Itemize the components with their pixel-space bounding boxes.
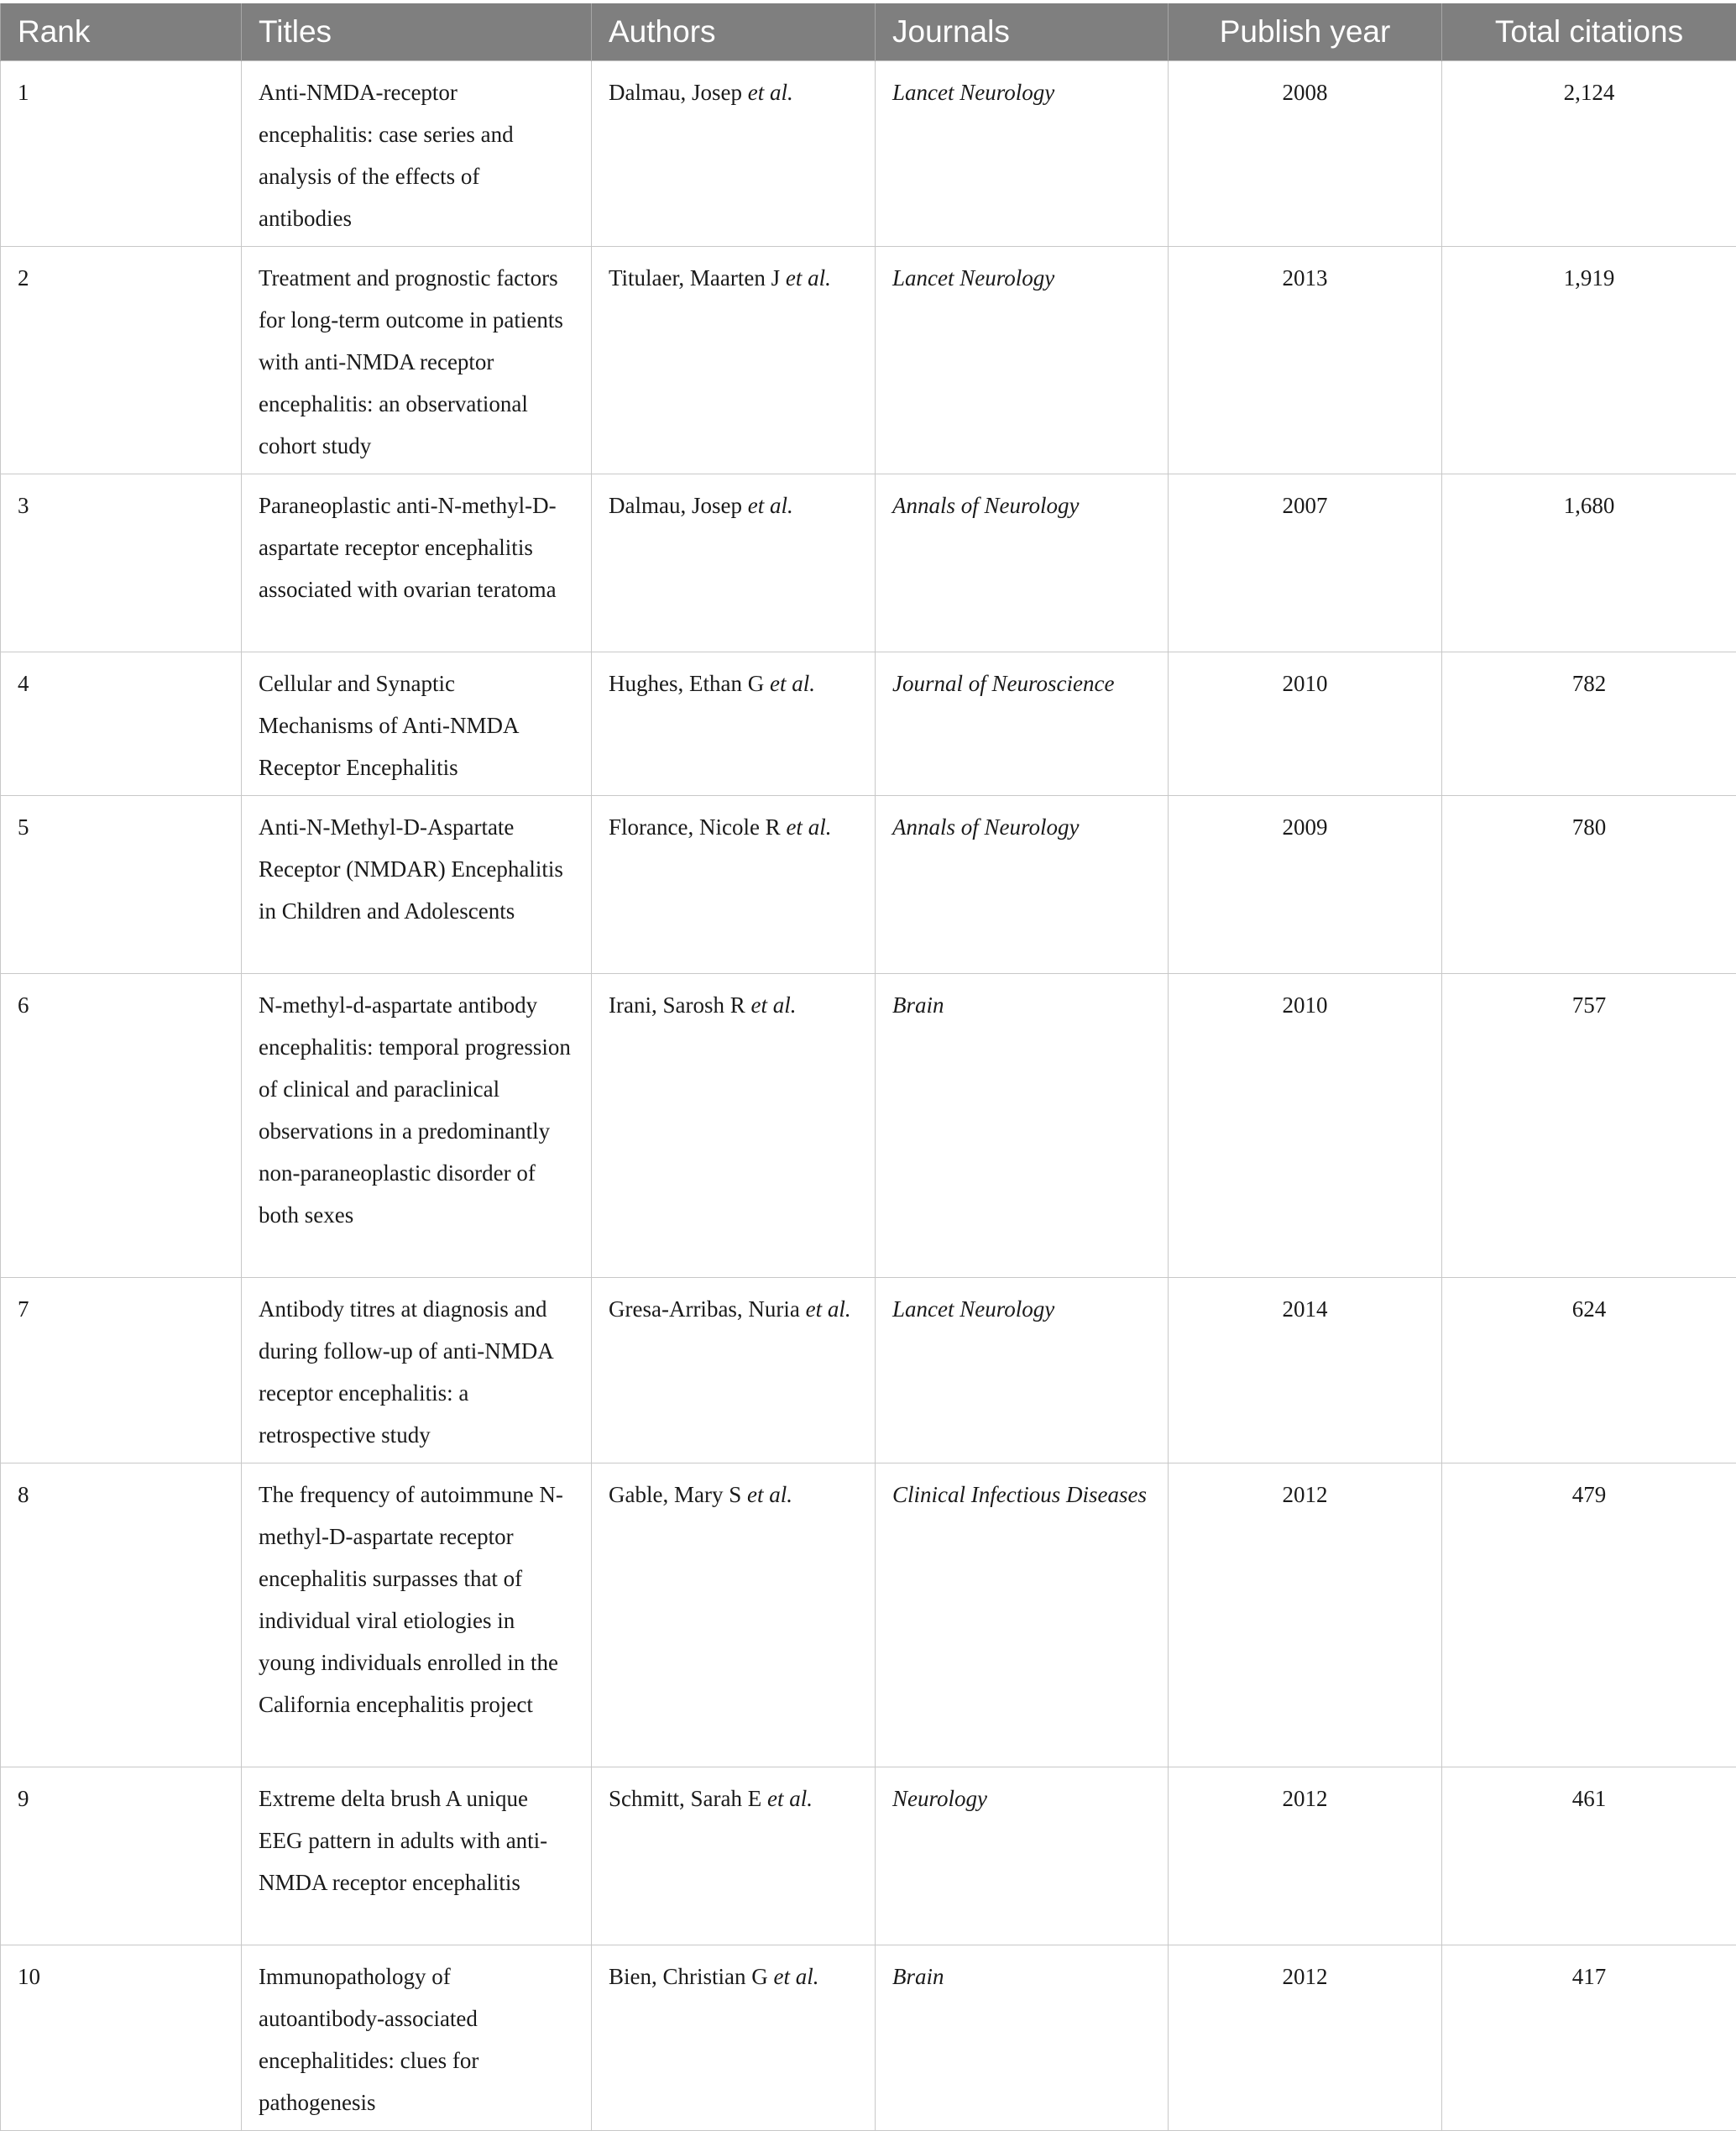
- rank-cell: 8: [1, 1463, 242, 1767]
- citations-cell: 461: [1442, 1767, 1736, 1945]
- author-name: Hughes, Ethan G: [609, 671, 770, 696]
- journal-cell: Annals of Neurology: [876, 474, 1169, 652]
- author-name: Bien, Christian G: [609, 1964, 774, 1989]
- table-row: [1, 1767, 1736, 1945]
- journal-cell: Neurology: [876, 1767, 1169, 1945]
- citations-cell: 782: [1442, 652, 1736, 795]
- table-row: [1, 60, 1736, 246]
- year-cell: 2012: [1169, 1945, 1442, 2130]
- citations-cell: 757: [1442, 973, 1736, 1277]
- et-al: et al.: [770, 671, 815, 696]
- rank-cell: 4: [1, 652, 242, 795]
- title-cell: Paraneoplastic anti-N-methyl-D-aspartate receptor encephalitis associated with ovarian teratoma: [242, 474, 592, 652]
- table-row: [1, 1945, 1736, 2130]
- author-name: Dalmau, Josep: [609, 80, 748, 105]
- author-cell: [592, 795, 876, 973]
- citations-cell: 780: [1442, 795, 1736, 973]
- table-row: [1, 474, 1736, 652]
- citations-cell: 624: [1442, 1277, 1736, 1463]
- rank-cell: 7: [1, 1277, 242, 1463]
- citations-cell: 2,124: [1442, 60, 1736, 246]
- author-cell: [592, 1767, 876, 1945]
- table-row: [1, 795, 1736, 973]
- et-al: et al.: [748, 493, 793, 518]
- rank-cell: 9: [1, 1767, 242, 1945]
- author-cell: [592, 60, 876, 246]
- title-cell: Anti-N-Methyl-D-Aspartate Receptor (NMDAR) Encephalitis in Children and Adolescents: [242, 795, 592, 973]
- title-cell: Extreme delta brush A unique EEG pattern in adults with anti-NMDA receptor encephalitis: [242, 1767, 592, 1945]
- et-al: et al.: [786, 814, 831, 840]
- table-row: [1, 652, 1736, 795]
- citations-cell: 1,680: [1442, 474, 1736, 652]
- et-al: et al.: [750, 992, 796, 1018]
- year-cell: 2008: [1169, 60, 1442, 246]
- et-al: et al.: [786, 265, 831, 291]
- journal-cell: Journal of Neuroscience: [876, 652, 1169, 795]
- author-name: Gable, Mary S: [609, 1482, 747, 1507]
- title-cell: Antibody titres at diagnosis and during follow-up of anti-NMDA receptor encephalitis: a retrospective study: [242, 1277, 592, 1463]
- year-cell: 2010: [1169, 973, 1442, 1277]
- et-al: et al.: [748, 80, 793, 105]
- table-row: [1, 1463, 1736, 1767]
- citations-cell: 1,919: [1442, 246, 1736, 474]
- author-name: Dalmau, Josep: [609, 493, 748, 518]
- table-row: [1, 1277, 1736, 1463]
- journal-cell: Lancet Neurology: [876, 60, 1169, 246]
- title-cell: Anti-NMDA-receptor encephalitis: case series and analysis of the effects of antibodies: [242, 60, 592, 246]
- year-cell: 2007: [1169, 474, 1442, 652]
- table-row: [1, 246, 1736, 474]
- citations-table: [0, 3, 1736, 2131]
- title-cell: Treatment and prognostic factors for long-term outcome in patients with anti-NMDA receptor encephalitis: an observational cohort study: [242, 246, 592, 474]
- author-cell: [592, 652, 876, 795]
- header-rank: Rank: [1, 3, 242, 60]
- rank-cell: 5: [1, 795, 242, 973]
- rank-cell: 1: [1, 60, 242, 246]
- title-cell: The frequency of autoimmune N-methyl-D-aspartate receptor encephalitis surpasses that of individual viral etiologies in young individuals enrolled in the California encephalitis project: [242, 1463, 592, 1767]
- author-cell: [592, 246, 876, 474]
- author-name: Irani, Sarosh R: [609, 992, 750, 1018]
- citations-cell: 479: [1442, 1463, 1736, 1767]
- et-al: et al.: [774, 1964, 819, 1989]
- author-name: Schmitt, Sarah E: [609, 1786, 767, 1811]
- journal-cell: Lancet Neurology: [876, 1277, 1169, 1463]
- rank-cell: 6: [1, 973, 242, 1277]
- author-name: Gresa-Arribas, Nuria: [609, 1296, 806, 1322]
- journal-cell: Brain: [876, 1945, 1169, 2130]
- year-cell: 2014: [1169, 1277, 1442, 1463]
- header-publish-year: Publish year: [1169, 3, 1442, 60]
- table-header-row: [1, 3, 1736, 60]
- author-name: Florance, Nicole R: [609, 814, 786, 840]
- citations-cell: 417: [1442, 1945, 1736, 2130]
- journal-cell: Brain: [876, 973, 1169, 1277]
- title-cell: N-methyl-d-aspartate antibody encephalitis: temporal progression of clinical and paraclinical observations in a predominantly non-paraneoplastic disorder of both sexes: [242, 973, 592, 1277]
- author-cell: [592, 1277, 876, 1463]
- journal-cell: Annals of Neurology: [876, 795, 1169, 973]
- author-cell: [592, 1463, 876, 1767]
- et-al: et al.: [806, 1296, 851, 1322]
- title-cell: Cellular and Synaptic Mechanisms of Anti-NMDA Receptor Encephalitis: [242, 652, 592, 795]
- rank-cell: 10: [1, 1945, 242, 2130]
- rank-cell: 3: [1, 474, 242, 652]
- header-titles: Titles: [242, 3, 592, 60]
- et-al: et al.: [747, 1482, 792, 1507]
- header-total-citations: Total citations: [1442, 3, 1736, 60]
- year-cell: 2012: [1169, 1767, 1442, 1945]
- year-cell: 2009: [1169, 795, 1442, 973]
- journal-cell: Clinical Infectious Diseases: [876, 1463, 1169, 1767]
- title-cell: Immunopathology of autoantibody-associated encephalitides: clues for pathogenesis: [242, 1945, 592, 2130]
- author-name: Titulaer, Maarten J: [609, 265, 786, 291]
- author-cell: [592, 973, 876, 1277]
- table-row: [1, 973, 1736, 1277]
- author-cell: [592, 474, 876, 652]
- rank-cell: 2: [1, 246, 242, 474]
- header-authors: Authors: [592, 3, 876, 60]
- et-al: et al.: [767, 1786, 813, 1811]
- year-cell: 2012: [1169, 1463, 1442, 1767]
- author-cell: [592, 1945, 876, 2130]
- year-cell: 2013: [1169, 246, 1442, 474]
- year-cell: 2010: [1169, 652, 1442, 795]
- header-journals: Journals: [876, 3, 1169, 60]
- journal-cell: Lancet Neurology: [876, 246, 1169, 474]
